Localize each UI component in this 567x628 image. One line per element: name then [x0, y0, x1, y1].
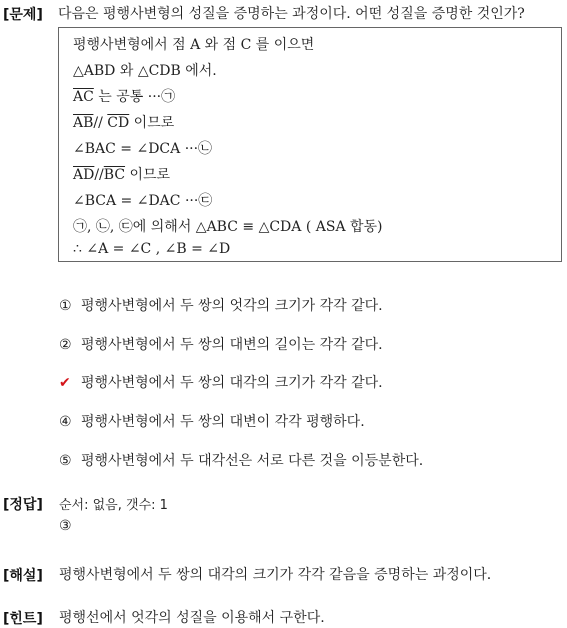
answer-tag: [정답]	[3, 497, 43, 513]
segment-bc: $\overline{BC}$	[103, 167, 126, 183]
choice-3[interactable]	[59, 372, 383, 392]
proof-line-1: 평행사변형에서 점 A 와 점 C 를 이으면	[73, 37, 315, 53]
segment-ac: $\overline{AC}$	[73, 89, 94, 105]
choice-text: 평행사변형에서 두 쌍의 엇각의 크기가 각각 같다.	[81, 298, 383, 314]
answer-meta: 순서: 없음, 갯수: 1	[59, 498, 168, 513]
proof-line-8: ㉠, ㉡, ㉢에 의해서 △ABC ≡ △CDA ( ASA 합동)	[73, 219, 383, 235]
hint-tag: [힌트]	[3, 611, 43, 627]
question-text: 다음은 평행사변형의 성질을 증명하는 과정이다. 어떤 성질을 증명한 것인가?	[58, 6, 525, 22]
explanation-tag: [해설]	[3, 568, 43, 584]
choice-marker: ①	[59, 298, 72, 314]
choice-text: 평행사변형에서 두 쌍의 대변이 각각 평행하다.	[81, 414, 365, 430]
proof-line-6-rest: 이므로	[125, 167, 171, 183]
question-tag: [문제]	[3, 7, 43, 23]
choice-marker: ④	[59, 414, 72, 430]
segment-ad: $\overline{AD}$	[73, 167, 95, 183]
parallel-symbol: //	[94, 167, 104, 183]
choice-5[interactable]	[59, 450, 423, 470]
proof-line-4-rest: 이므로	[129, 115, 175, 131]
choice-text: 평행사변형에서 두 쌍의 대변의 길이는 각각 같다.	[81, 337, 383, 353]
proof-line-6	[73, 164, 170, 184]
hint-text: 평행선에서 엇각의 성질을 이용해서 구한다.	[59, 610, 325, 626]
explanation-text: 평행사변형에서 두 쌍의 대각의 크기가 각각 같음을 증명하는 과정이다.	[59, 567, 492, 583]
choice-marker: ⑤	[59, 453, 72, 469]
proof-line-9: ∴ ∠A = ∠C , ∠B = ∠D	[73, 241, 231, 257]
proof-line-7: ∠BCA = ∠DAC ···㉢	[73, 193, 213, 209]
answer-value: ③	[59, 518, 72, 534]
check-mark-icon: ✔	[59, 375, 71, 391]
choice-text: 평행사변형에서 두 쌍의 대각의 크기가 각각 같다.	[81, 375, 383, 391]
segment-cd: $\overline{CD}$	[107, 115, 130, 131]
proof-box	[58, 27, 562, 262]
choice-2[interactable]	[59, 334, 383, 354]
choice-marker: ②	[59, 337, 72, 353]
proof-line-2: △ABD 와 △CDB 에서.	[73, 63, 217, 79]
proof-line-3	[73, 86, 175, 106]
proof-line-5: ∠BAC = ∠DCA ···㉡	[73, 141, 213, 157]
segment-ab: $\overline{AB}$	[73, 115, 94, 131]
parallel-symbol: //	[93, 115, 108, 131]
choice-1[interactable]	[59, 295, 383, 315]
choice-4[interactable]	[59, 411, 365, 431]
proof-line-3-rest: 는 공통 ···㉠	[93, 89, 176, 105]
proof-line-4	[73, 112, 174, 132]
choice-text: 평행사변형에서 두 대각선은 서로 다른 것을 이등분한다.	[81, 453, 424, 469]
